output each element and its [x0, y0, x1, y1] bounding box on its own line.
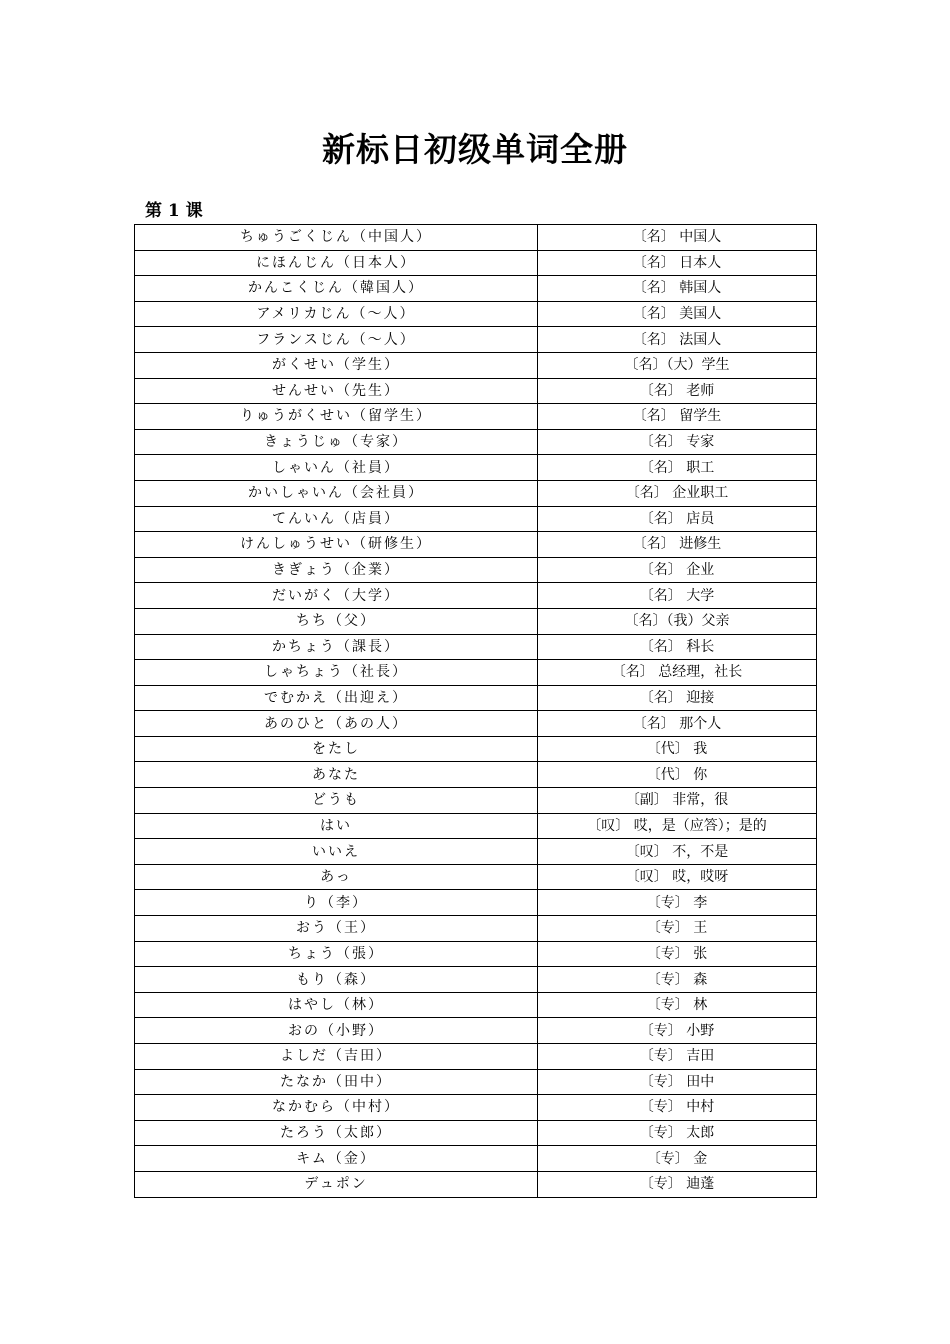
word-cell: どうも: [135, 788, 538, 814]
word-cell: はい: [135, 813, 538, 839]
table-row: [135, 992, 817, 1018]
vocabulary-table: [134, 224, 817, 1198]
word-cell: きぎょう（企業）: [135, 557, 538, 583]
meaning-cell: 〔名〕 留学生: [538, 404, 817, 430]
word-cell: けんしゅうせい（研修生）: [135, 532, 538, 558]
meaning-cell: 〔专〕 中村: [538, 1095, 817, 1121]
table-row: [135, 890, 817, 916]
word-cell: キム（金）: [135, 1146, 538, 1172]
table-row: [135, 276, 817, 302]
meaning-cell: 〔名〕 大学: [538, 583, 817, 609]
table-row: [135, 1069, 817, 1095]
meaning-cell: 〔名〕 美国人: [538, 301, 817, 327]
table-row: [135, 1171, 817, 1197]
meaning-cell: 〔名〕（大）学生: [538, 352, 817, 378]
word-cell: てんいん（店員）: [135, 506, 538, 532]
meaning-cell: 〔名〕 职工: [538, 455, 817, 481]
meaning-cell: 〔专〕 王: [538, 916, 817, 942]
table-row: [135, 1120, 817, 1146]
meaning-cell: 〔专〕 李: [538, 890, 817, 916]
meaning-cell: 〔名〕 日本人: [538, 250, 817, 276]
table-row: [135, 1095, 817, 1121]
word-cell: かちょう（課長）: [135, 634, 538, 660]
table-row: [135, 352, 817, 378]
meaning-cell: 〔叹〕 哎，是（应答）；是的: [538, 813, 817, 839]
meaning-cell: 〔代〕 你: [538, 762, 817, 788]
meaning-cell: 〔名〕（我）父亲: [538, 608, 817, 634]
meaning-cell: 〔副〕 非常，很: [538, 788, 817, 814]
table-row: [135, 378, 817, 404]
meaning-cell: 〔名〕 中国人: [538, 225, 817, 251]
word-cell: あなた: [135, 762, 538, 788]
table-row: [135, 327, 817, 353]
table-row: [135, 480, 817, 506]
table-row: [135, 967, 817, 993]
meaning-cell: 〔专〕 吉田: [538, 1044, 817, 1070]
meaning-cell: 〔专〕 太郎: [538, 1120, 817, 1146]
meaning-cell: 〔名〕 那个人: [538, 711, 817, 737]
table-row: [135, 506, 817, 532]
word-cell: アメリカじん（～人）: [135, 301, 538, 327]
word-cell: かんこくじん（韓国人）: [135, 276, 538, 302]
meaning-cell: 〔名〕 店员: [538, 506, 817, 532]
word-cell: おう（王）: [135, 916, 538, 942]
word-cell: おの（小野）: [135, 1018, 538, 1044]
word-cell: しゃいん（社員）: [135, 455, 538, 481]
word-cell: せんせい（先生）: [135, 378, 538, 404]
meaning-cell: 〔名〕 老师: [538, 378, 817, 404]
table-row: [135, 788, 817, 814]
word-cell: ちょう（張）: [135, 941, 538, 967]
table-row: [135, 301, 817, 327]
table-row: [135, 455, 817, 481]
word-cell: り（李）: [135, 890, 538, 916]
word-cell: いいえ: [135, 839, 538, 865]
word-cell: フランスじん（～人）: [135, 327, 538, 353]
table-row: [135, 225, 817, 251]
word-cell: きょうじゅ（专家）: [135, 429, 538, 455]
meaning-cell: 〔名〕 法国人: [538, 327, 817, 353]
word-cell: よしだ（吉田）: [135, 1044, 538, 1070]
table-row: [135, 660, 817, 686]
table-row: [135, 711, 817, 737]
meaning-cell: 〔名〕 总经理，社长: [538, 660, 817, 686]
table-row: [135, 583, 817, 609]
meaning-cell: 〔叹〕 不，不是: [538, 839, 817, 865]
word-cell: りゅうがくせい（留学生）: [135, 404, 538, 430]
meaning-cell: 〔专〕 张: [538, 941, 817, 967]
table-row: [135, 1146, 817, 1172]
word-cell: ちち（父）: [135, 608, 538, 634]
table-row: [135, 1044, 817, 1070]
table-row: [135, 941, 817, 967]
table-row: [135, 404, 817, 430]
word-cell: あのひと（あの人）: [135, 711, 538, 737]
meaning-cell: 〔专〕 田中: [538, 1069, 817, 1095]
meaning-cell: 〔专〕 迪蓬: [538, 1171, 817, 1197]
table-row: [135, 685, 817, 711]
table-row: [135, 557, 817, 583]
meaning-cell: 〔名〕 迎接: [538, 685, 817, 711]
table-row: [135, 839, 817, 865]
table-row: [135, 608, 817, 634]
word-cell: デュポン: [135, 1171, 538, 1197]
table-row: [135, 532, 817, 558]
table-row: [135, 429, 817, 455]
meaning-cell: 〔专〕 林: [538, 992, 817, 1018]
meaning-cell: 〔专〕 森: [538, 967, 817, 993]
meaning-cell: 〔代〕 我: [538, 736, 817, 762]
table-row: [135, 916, 817, 942]
table-row: [135, 634, 817, 660]
word-cell: をたし: [135, 736, 538, 762]
word-cell: にほんじん（日本人）: [135, 250, 538, 276]
word-cell: たろう（太郎）: [135, 1120, 538, 1146]
word-cell: がくせい（学生）: [135, 352, 538, 378]
word-cell: だいがく（大学）: [135, 583, 538, 609]
word-cell: しゃちょう（社長）: [135, 660, 538, 686]
table-row: [135, 736, 817, 762]
meaning-cell: 〔名〕 企业职工: [538, 480, 817, 506]
word-cell: でむかえ（出迎え）: [135, 685, 538, 711]
meaning-cell: 〔名〕 进修生: [538, 532, 817, 558]
word-cell: あっ: [135, 864, 538, 890]
meaning-cell: 〔名〕 企业: [538, 557, 817, 583]
table-row: [135, 1018, 817, 1044]
word-cell: ちゅうごくじん（中国人）: [135, 225, 538, 251]
meaning-cell: 〔专〕 小野: [538, 1018, 817, 1044]
vocabulary-table-body: [135, 225, 817, 1198]
meaning-cell: 〔名〕 韩国人: [538, 276, 817, 302]
meaning-cell: 〔专〕 金: [538, 1146, 817, 1172]
meaning-cell: 〔叹〕 哎，哎呀: [538, 864, 817, 890]
word-cell: たなか（田中）: [135, 1069, 538, 1095]
lesson-heading: 第 1 课: [145, 201, 203, 221]
page-title: 新标日初级单词全册: [322, 130, 628, 169]
table-row: [135, 813, 817, 839]
word-cell: なかむら（中村）: [135, 1095, 538, 1121]
meaning-cell: 〔名〕 专家: [538, 429, 817, 455]
table-row: [135, 864, 817, 890]
meaning-cell: 〔名〕 科长: [538, 634, 817, 660]
table-row: [135, 250, 817, 276]
word-cell: かいしゃいん（会社員）: [135, 480, 538, 506]
table-row: [135, 762, 817, 788]
word-cell: はやし（林）: [135, 992, 538, 1018]
word-cell: もり（森）: [135, 967, 538, 993]
